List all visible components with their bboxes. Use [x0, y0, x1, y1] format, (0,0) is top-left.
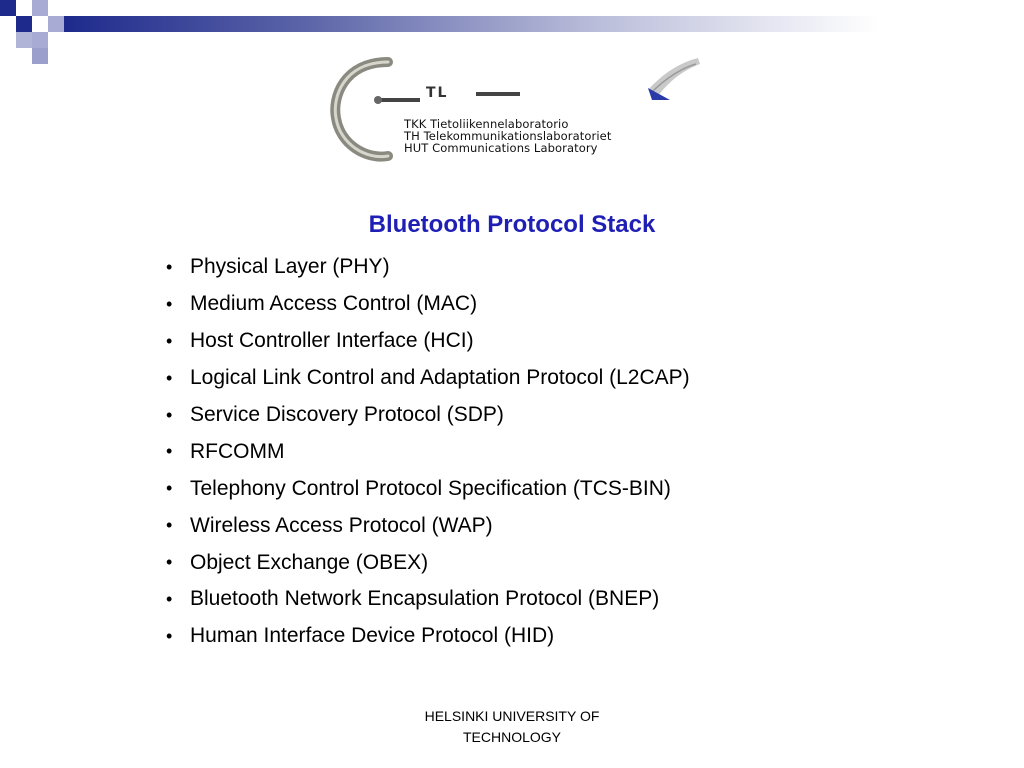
list-item-text: Medium Access Control (MAC)	[190, 292, 478, 316]
deco-square	[32, 48, 48, 64]
list-item	[158, 323, 690, 360]
list-item-text: Service Discovery Protocol (SDP)	[190, 403, 504, 426]
deco-square	[16, 32, 32, 48]
bullet-icon: •	[166, 478, 173, 499]
bullet-icon: •	[166, 441, 173, 462]
footer-line-2: TECHNOLOGY	[462, 729, 561, 745]
bullet-icon: •	[166, 515, 173, 536]
list-item	[158, 433, 690, 470]
list-item-text: Human Interface Device Protocol (HID)	[190, 624, 555, 648]
list-item-text: Telephony Control Protocol Specification (TCS-BIN)	[190, 476, 671, 500]
lab-logo	[326, 52, 718, 164]
footer-line-1: HELSINKI UNIVERSITY OF	[424, 708, 600, 724]
list-item	[158, 360, 690, 397]
logo-line-1: TKK Tietoliikennelaboratorio	[404, 117, 569, 131]
deco-square	[0, 0, 16, 16]
bullet-icon: •	[166, 404, 173, 425]
list-item	[158, 618, 690, 655]
bullet-list	[158, 249, 690, 655]
deco-square	[32, 32, 48, 48]
bullet-icon: •	[166, 293, 173, 314]
gradient-bar	[64, 16, 1024, 32]
bullet-icon: •	[166, 256, 173, 277]
list-item-text: Logical Link Control and Adaptation Protocol (L2CAP)	[190, 366, 690, 390]
list-item-text: Object Exchange (OBEX)	[190, 550, 429, 574]
list-item	[158, 397, 690, 434]
list-item-text: Wireless Access Protocol (WAP)	[190, 513, 493, 537]
footer	[362, 706, 662, 748]
list-item-text: Physical Layer (PHY)	[190, 255, 390, 279]
slide-title: Bluetooth Protocol Stack	[368, 211, 656, 238]
deco-square	[32, 0, 48, 16]
list-item	[158, 470, 690, 507]
list-item	[158, 249, 690, 286]
deco-square	[48, 16, 64, 32]
bullet-icon: •	[166, 552, 173, 573]
bullet-icon: •	[166, 588, 173, 609]
list-item	[158, 581, 690, 618]
logo-mark-text: TL	[426, 85, 449, 101]
list-item	[158, 544, 690, 581]
list-item	[158, 286, 690, 323]
logo-line-3: HUT Communications Laboratory	[404, 141, 598, 155]
bullet-icon: •	[166, 367, 173, 388]
bullet-icon: •	[166, 625, 173, 646]
list-item-text: Bluetooth Network Encapsulation Protocol (BNEP)	[190, 587, 660, 611]
deco-square	[16, 16, 32, 32]
list-item-text: RFCOMM	[190, 439, 285, 463]
bullet-icon: •	[166, 330, 173, 351]
list-item-text: Host Controller Interface (HCI)	[190, 329, 474, 353]
list-item	[158, 507, 690, 544]
logo-line-2: TH Telekommunikationslaboratoriet	[404, 129, 612, 143]
